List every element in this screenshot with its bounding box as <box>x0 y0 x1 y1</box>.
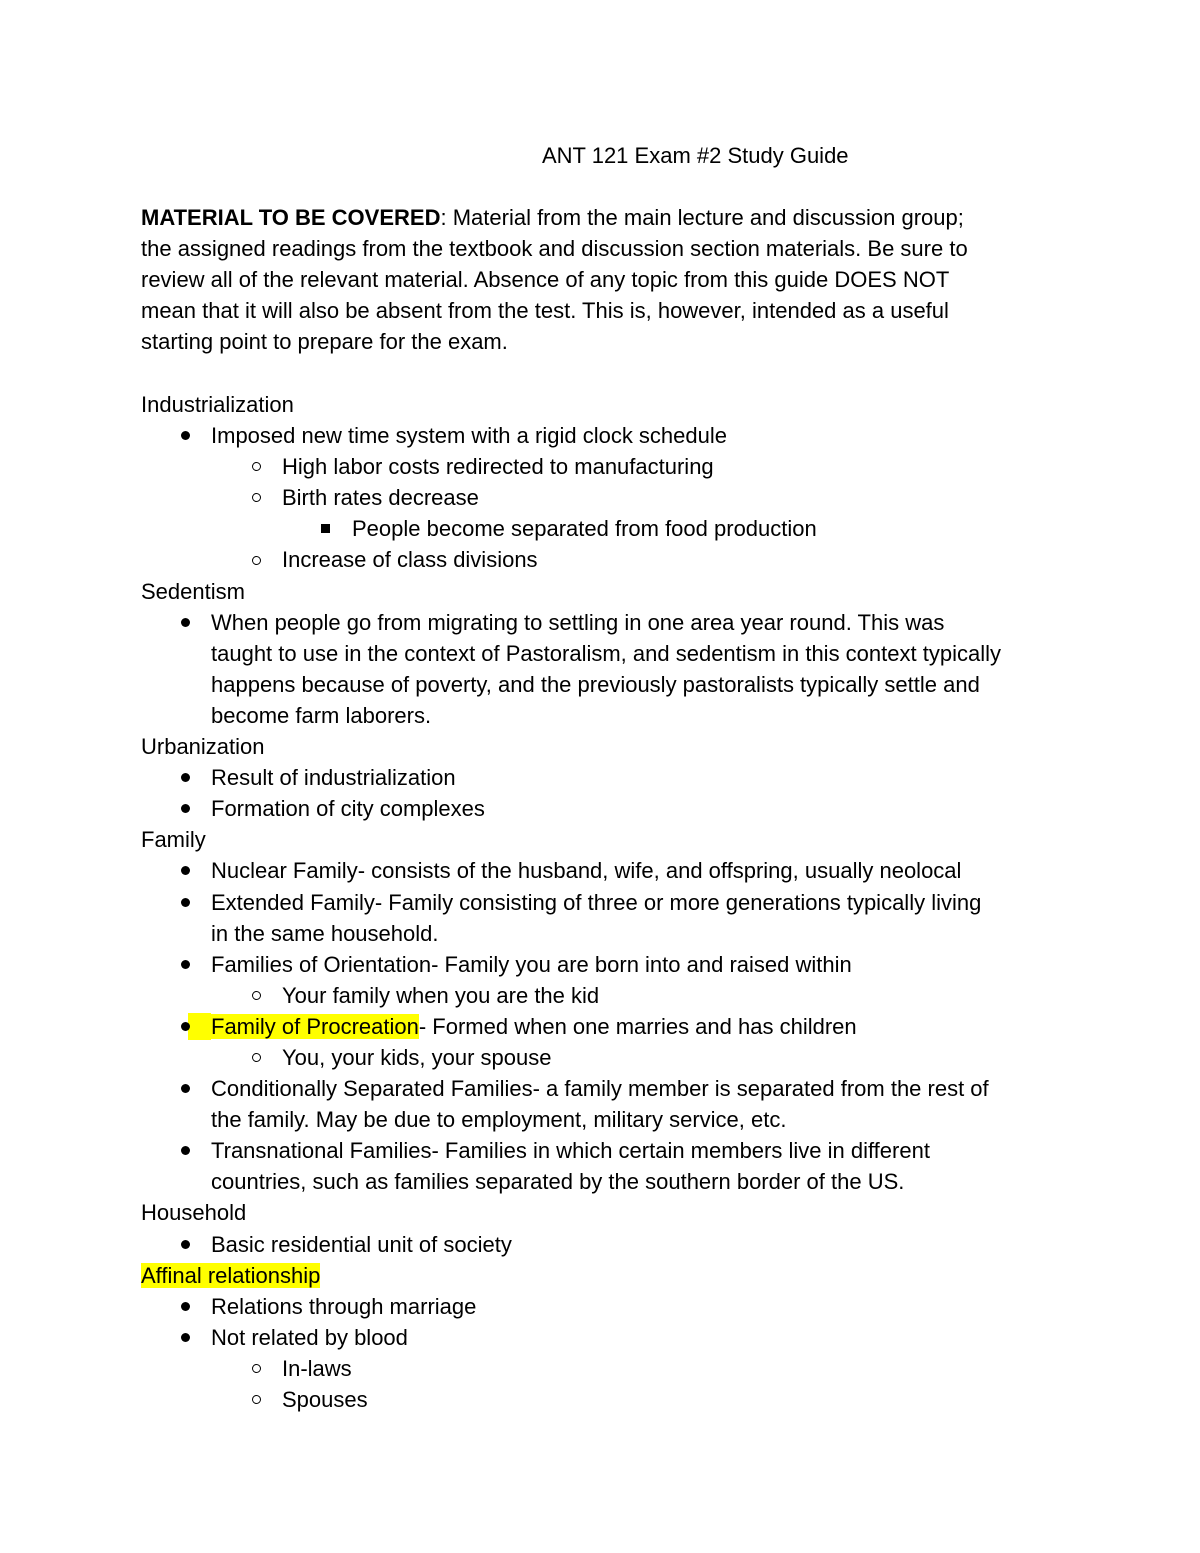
list-item-text: the family. May be due to employment, military service, etc. <box>211 1107 787 1133</box>
study-outline <box>0 389 1200 1415</box>
intro-bold-label: MATERIAL TO BE COVERED <box>141 205 441 230</box>
intro-paragraph <box>141 202 1061 357</box>
bullet-disc-icon <box>177 1291 193 1322</box>
heading-text: Industrialization <box>141 392 294 417</box>
heading-text: Family <box>141 827 206 853</box>
document-title: ANT 121 Exam #2 Study Guide <box>542 143 849 168</box>
bullet-disc-icon <box>177 1073 193 1104</box>
list-item <box>0 855 1200 886</box>
list-item-text: Imposed new time system with a rigid clock schedule <box>211 423 727 449</box>
list-item <box>0 1073 1200 1104</box>
list-subitem-text: High labor costs redirected to manufacturing <box>282 454 714 480</box>
list-subitem-text: Spouses <box>282 1387 368 1412</box>
list-item-text: Transnational Families- Families in which certain members live in different <box>211 1138 930 1164</box>
list-item <box>0 1322 1200 1353</box>
section-heading-household <box>0 1197 1200 1228</box>
list-item-text: Extended Family- Family consisting of three or more generations typically living <box>211 889 982 915</box>
section-heading-affinal <box>0 1260 1200 1291</box>
list-subsubitem <box>0 513 1200 544</box>
bullet-disc-icon <box>177 762 193 793</box>
section-heading-sedentism <box>0 576 1200 607</box>
list-item-text: Conditionally Separated Families- a family member is separated from the rest of <box>211 1076 989 1102</box>
bullet-disc-icon <box>177 1135 193 1166</box>
list-item-text: Relations through marriage <box>211 1293 477 1319</box>
bullet-disc-icon <box>177 1229 193 1260</box>
list-item-text: become farm laborers. <box>211 702 432 728</box>
list-subitem-text: In-laws <box>282 1355 352 1381</box>
list-subitem <box>0 544 1200 575</box>
list-item-text: countries, such as families separated by the southern border of the US. <box>211 1169 905 1195</box>
list-item-text: When people go from migrating to settling in one area year round. This was <box>211 609 945 635</box>
bullet-circle-icon <box>248 980 264 1011</box>
list-item-text: taught to use in the context of Pastoralism, and sedentism in this context typically <box>211 640 1001 666</box>
heading-text: Urbanization <box>141 734 265 760</box>
list-item <box>0 887 1200 918</box>
bullet-disc-icon <box>177 1322 193 1353</box>
list-item <box>0 949 1200 980</box>
list-item <box>0 793 1200 824</box>
list-item-continuation <box>0 669 1200 700</box>
section-heading-family <box>0 824 1200 855</box>
list-subitem <box>0 1384 1200 1415</box>
list-subitem <box>0 451 1200 482</box>
list-subitem <box>0 980 1200 1011</box>
section-heading-urbanization <box>0 731 1200 762</box>
bullet-circle-icon <box>248 451 264 482</box>
section-heading-industrialization <box>0 389 1200 420</box>
list-item <box>0 607 1200 638</box>
highlighted-heading: Affinal relationship <box>141 1262 321 1288</box>
list-subitem <box>0 1353 1200 1384</box>
list-item-text: Basic residential unit of society <box>211 1231 512 1257</box>
list-subitem-text: Your family when you are the kid <box>282 982 600 1008</box>
list-item-text: Not related by blood <box>211 1324 408 1350</box>
list-item-continuation <box>0 918 1200 949</box>
intro-line-5: starting point to prepare for the exam. <box>141 329 508 355</box>
intro-line-1 <box>141 202 1061 233</box>
list-subitem <box>0 1042 1200 1073</box>
bullet-disc-icon <box>177 1011 193 1042</box>
highlighted-term: Family of Procreation <box>211 1013 419 1039</box>
list-subsubitem-text: People become separated from food production <box>352 516 817 542</box>
list-item-highlighted <box>0 1011 1200 1042</box>
intro-line-4: mean that it will also be absent from the test. This is, however, intended as a useful <box>141 298 949 324</box>
bullet-disc-icon <box>177 887 193 918</box>
heading-text: Sedentism <box>141 578 245 604</box>
list-item-continuation <box>0 1166 1200 1197</box>
list-item-text: Nuclear Family- consists of the husband, wife, and offspring, usually neolocal <box>211 858 962 884</box>
bullet-disc-icon <box>177 855 193 886</box>
bullet-circle-icon <box>248 1042 264 1073</box>
bullet-disc-icon <box>177 607 193 638</box>
list-item-text: - Formed when one marries and has children <box>418 1013 857 1039</box>
intro-line-3: review all of the relevant material. Absence of any topic from this guide DOES NOT <box>141 267 950 293</box>
list-item-continuation <box>0 638 1200 669</box>
list-item-text: Formation of city complexes <box>211 796 485 822</box>
list-item <box>0 1135 1200 1166</box>
bullet-disc-icon <box>177 420 193 451</box>
bullet-disc-icon <box>177 949 193 980</box>
bullet-circle-icon <box>248 1353 264 1384</box>
bullet-disc-icon <box>177 793 193 824</box>
list-item-continuation <box>0 1104 1200 1135</box>
intro-line-2: the assigned readings from the textbook and discussion section materials. Be sure to <box>141 236 968 262</box>
list-item-text: Result of industrialization <box>211 765 456 791</box>
list-item <box>0 420 1200 451</box>
list-item <box>0 1291 1200 1322</box>
list-subitem-text: Birth rates decrease <box>282 485 479 511</box>
bullet-square-icon <box>317 513 333 544</box>
list-subitem-text: Increase of class divisions <box>282 547 538 573</box>
list-item-text: Families of Orientation- Family you are born into and raised within <box>211 951 852 977</box>
bullet-circle-icon <box>248 1384 264 1415</box>
bullet-circle-icon <box>248 544 264 575</box>
bullet-circle-icon <box>248 482 264 513</box>
list-item-text: in the same household. <box>211 920 439 946</box>
intro-line-1-text: : Material from the main lecture and discussion group; <box>440 205 964 230</box>
list-item <box>0 1229 1200 1260</box>
list-subitem-text: You, your kids, your spouse <box>282 1044 552 1070</box>
heading-text: Household <box>141 1200 247 1226</box>
list-item <box>0 762 1200 793</box>
list-item-continuation <box>0 700 1200 731</box>
list-subitem <box>0 482 1200 513</box>
list-item-text: happens because of poverty, and the previously pastoralists typically settle and <box>211 671 980 697</box>
